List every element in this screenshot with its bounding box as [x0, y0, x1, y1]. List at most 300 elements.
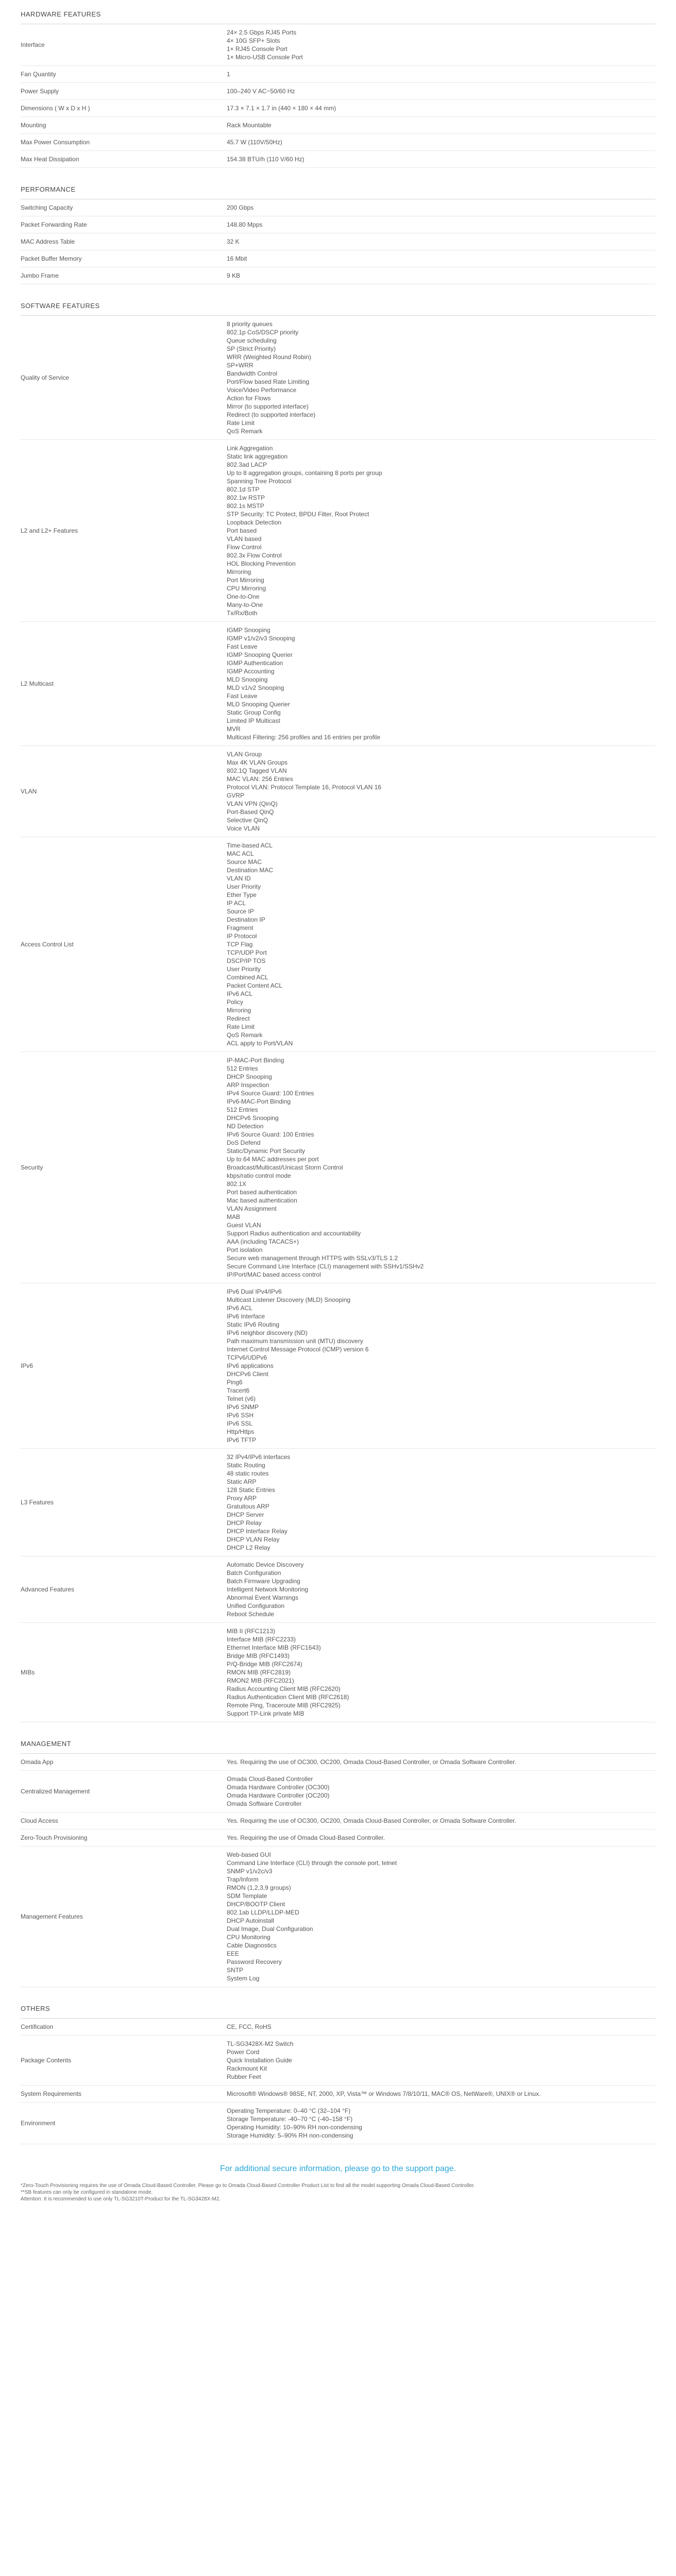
spec-value-item: 200 Gbps	[227, 204, 254, 211]
spec-value-item: IPv6 ACL	[227, 990, 253, 997]
spec-label: Cloud Access	[21, 1812, 227, 1829]
spec-value-item: VLAN VPN (QinQ)	[227, 800, 278, 807]
spec-value-item: Command Line Interface (CLI) through the console port, telnet	[227, 1859, 397, 1867]
spec-label: Fan Quantity	[21, 66, 227, 83]
spec-value-item: 512 Entries	[227, 1106, 258, 1113]
spec-value-item: IPv6 Source Guard: 100 Entries	[227, 1131, 314, 1138]
spec-label: Security	[21, 1052, 227, 1283]
spec-value-item: Flow Control	[227, 544, 262, 551]
spec-row	[21, 199, 655, 216]
spec-label: VLAN	[21, 746, 227, 837]
spec-value-item: DHCPv6 Snooping	[227, 1114, 279, 1122]
spec-value-list	[227, 1453, 655, 1552]
spec-value-item: Omada Software Controller	[227, 1800, 302, 1807]
spec-value	[227, 1052, 655, 1283]
spec-value-item: Port based	[227, 527, 257, 534]
spec-row	[21, 24, 655, 66]
spec-label: MIBs	[21, 1623, 227, 1722]
spec-value	[227, 216, 655, 233]
spec-value-item: Redirect	[227, 1015, 250, 1022]
spec-value-item: Up to 64 MAC addresses per port	[227, 1156, 319, 1163]
spec-value-item: 154.38 BTU/h (110 V/60 Hz)	[227, 156, 305, 163]
spec-row	[21, 216, 655, 233]
spec-label: Mounting	[21, 117, 227, 134]
spec-label: MAC Address Table	[21, 233, 227, 250]
spec-value-item: Dual Image, Dual Configuration	[227, 1925, 313, 1933]
spec-value-item: Omada Hardware Controller (OC200)	[227, 1792, 330, 1799]
spec-value-item: Omada Hardware Controller (OC300)	[227, 1784, 330, 1791]
spec-value	[227, 83, 655, 100]
spec-value-list	[227, 750, 655, 833]
spec-row	[21, 117, 655, 134]
spec-value-item: IGMP Snooping	[227, 626, 271, 634]
spec-table	[21, 24, 655, 168]
spec-value-item: 802.1d STP	[227, 486, 260, 493]
spec-value-item: AAA (including TACACS+)	[227, 1238, 299, 1245]
spec-value-item: SNMP v1/v2c/v3	[227, 1868, 273, 1875]
spec-value-item: Automatic Device Discovery	[227, 1561, 304, 1568]
spec-row	[21, 1829, 655, 1846]
spec-value-item: IPv6 SSH	[227, 1412, 254, 1419]
spec-row	[21, 837, 655, 1052]
spec-value-item: Rubber Feet	[227, 2073, 261, 2080]
spec-value-item: QoS Remark	[227, 1031, 263, 1039]
spec-value-item: Internet Control Message Protocol (ICMP) version 6	[227, 1346, 369, 1353]
spec-value-item: Storage Temperature: -40–70 °C (-40–158 °F)	[227, 2115, 353, 2123]
spec-table	[21, 316, 655, 1722]
spec-label: Packet Forwarding Rate	[21, 216, 227, 233]
spec-value-item: 4× 10G SFP+ Slots	[227, 37, 280, 44]
spec-value	[227, 1283, 655, 1449]
spec-value-item: Abnormal Event Warnings	[227, 1594, 298, 1601]
spec-value-item: MLD Snooping	[227, 676, 268, 683]
spec-value-item: QoS Remark	[227, 428, 263, 435]
spec-value-list	[227, 1851, 655, 1982]
spec-value-item: VLAN Assignment	[227, 1205, 277, 1212]
spec-section	[21, 299, 655, 1722]
spec-value-item: DHCP L2 Relay	[227, 1544, 271, 1551]
spec-value-item: IPv6 SNMP	[227, 1403, 259, 1411]
spec-value-item: Http/Https	[227, 1428, 255, 1435]
spec-value	[227, 837, 655, 1052]
spec-value-item: RMON (1,2,3,9 groups)	[227, 1884, 291, 1891]
spec-value-item: RMON2 MIB (RFC2021)	[227, 1677, 294, 1684]
spec-value-item: Support Radius authentication and accountability	[227, 1230, 361, 1237]
spec-table	[21, 2019, 655, 2144]
spec-value	[227, 1449, 655, 1556]
spec-value-item: 32 IPv4/IPv6 interfaces	[227, 1453, 291, 1461]
spec-value-item: DHCP Snooping	[227, 1073, 272, 1080]
spec-value-item: Omada Cloud-Based Controller	[227, 1775, 313, 1783]
spec-value	[227, 1812, 655, 1829]
spec-value	[227, 2086, 655, 2103]
spec-label: Advanced Features	[21, 1556, 227, 1623]
spec-row	[21, 267, 655, 284]
section-title: SOFTWARE FEATURES	[21, 299, 655, 316]
spec-value-item: Batch Firmware Upgrading	[227, 1578, 300, 1585]
spec-value-item: IGMP Snooping Querier	[227, 651, 293, 658]
spec-value-item: EEE	[227, 1950, 240, 1957]
spec-value-list	[227, 138, 655, 146]
spec-value-item: IPv6 Dual IPv4/IPv6	[227, 1288, 282, 1295]
spec-value-item: DoS Defend	[227, 1139, 261, 1146]
spec-value-list	[227, 87, 655, 95]
spec-value-list	[227, 255, 655, 263]
spec-value-item: IGMP v1/v2/v3 Snooping	[227, 635, 295, 642]
spec-value-item: IPv6 applications	[227, 1362, 274, 1369]
footnote: *Zero-Touch Provisioning requires the use of Omada Cloud-Based Controller. Please go to Omada Cloud-Based Controller Product List to find all the model supporting Omada Cloud-Based Controller.	[21, 2183, 475, 2189]
spec-value-item: SDM Template	[227, 1892, 267, 1900]
spec-row	[21, 1754, 655, 1771]
section-title: PERFORMANCE	[21, 182, 655, 199]
spec-value-item: 802.1X	[227, 1180, 247, 1188]
spec-value-item: Link Aggregation	[227, 445, 273, 452]
spec-value-item: IPv4 Source Guard: 100 Entries	[227, 1090, 314, 1097]
spec-value-item: Unified Configuration	[227, 1602, 285, 1609]
spec-value-item: 24× 2.5 Gbps RJ45 Ports	[227, 29, 297, 36]
spec-value-item: 17.3 × 7.1 × 1.7 in (440 × 180 × 44 mm)	[227, 105, 336, 112]
spec-value	[227, 622, 655, 746]
spec-value-list	[227, 320, 655, 435]
spec-value-item: ARP Inspection	[227, 1081, 269, 1089]
spec-label: Centralized Management	[21, 1771, 227, 1812]
spec-value-item: Many-to-One	[227, 601, 263, 608]
spec-value-item: Static Group Config	[227, 709, 281, 716]
spec-value-list	[227, 28, 655, 61]
spec-value-item: Password Recovery	[227, 1958, 282, 1965]
spec-container	[21, 7, 655, 2144]
spec-row	[21, 1449, 655, 1556]
spec-label: Quality of Service	[21, 316, 227, 440]
spec-label: Management Features	[21, 1846, 227, 1987]
spec-value-item: 148.80 Mpps	[227, 221, 263, 228]
spec-value	[227, 316, 655, 440]
spec-value-item: DHCP VLAN Relay	[227, 1536, 280, 1543]
spec-value-list	[227, 1287, 655, 1444]
spec-value	[227, 2036, 655, 2086]
spec-value-item: Redirect (to supported interface)	[227, 411, 316, 418]
spec-value-list	[227, 444, 655, 617]
spec-table	[21, 199, 655, 284]
spec-value-item: Telnet (v6)	[227, 1395, 256, 1402]
spec-value-item: Mirror (to supported interface)	[227, 403, 309, 410]
spec-value-item: TCPv6/UDPv6	[227, 1354, 267, 1361]
spec-row	[21, 2103, 655, 2144]
spec-label: L3 Features	[21, 1449, 227, 1556]
spec-value-item: 8 priority queues	[227, 320, 273, 328]
spec-value-item: DSCP/IP TOS	[227, 957, 266, 964]
spec-value-item: DHCP Autoinstall	[227, 1917, 274, 1924]
spec-row	[21, 1771, 655, 1812]
spec-value-item: MLD Snooping Querier	[227, 701, 290, 708]
spec-value-item: TCP Flag	[227, 941, 253, 948]
spec-page	[0, 7, 676, 2223]
spec-value	[227, 134, 655, 151]
spec-value-item: MIB II (RFC1213)	[227, 1628, 276, 1635]
spec-value-item: 48 static routes	[227, 1470, 269, 1477]
spec-value-item: 1× Micro-USB Console Port	[227, 54, 303, 61]
spec-value-item: DHCP Relay	[227, 1519, 262, 1527]
spec-value-item: 802.1ab LLDP/LLDP-MED	[227, 1909, 299, 1916]
spec-value-item: Multicast Listener Discovery (MLD) Snooping	[227, 1296, 351, 1303]
spec-value-item: Spanning Tree Protocol	[227, 478, 292, 485]
spec-value-item: Rate Limit	[227, 1023, 255, 1030]
spec-value	[227, 1829, 655, 1846]
spec-value-list	[227, 272, 655, 280]
spec-value-item: Tracert6	[227, 1387, 250, 1394]
spec-value-item: Voice/Video Performance	[227, 386, 297, 394]
spec-row	[21, 2019, 655, 2036]
spec-value-item: Ether Type	[227, 891, 257, 899]
spec-value-item: Static IPv6 Routing	[227, 1321, 280, 1328]
spec-value-item: Trap/Inform	[227, 1876, 259, 1883]
spec-value	[227, 267, 655, 284]
spec-value-list	[227, 1561, 655, 1618]
spec-value-item: MVR	[227, 725, 241, 733]
spec-value-item: GVRP	[227, 792, 245, 799]
spec-value-item: VLAN based	[227, 535, 262, 543]
spec-row	[21, 1846, 655, 1987]
spec-value-item: Destination IP	[227, 916, 265, 923]
spec-value-item: Port isolation	[227, 1246, 263, 1253]
spec-value-item: Operating Temperature: 0–40 °C (32–104 °F)	[227, 2107, 351, 2114]
spec-value	[227, 746, 655, 837]
spec-row	[21, 66, 655, 83]
spec-value-item: Max 4K VLAN Groups	[227, 759, 288, 766]
spec-value-list	[227, 2107, 655, 2140]
spec-value-item: 128 Static Entries	[227, 1486, 276, 1494]
spec-value-item: Quick Installation Guide	[227, 2057, 292, 2064]
spec-value-item: Secure web management through HTTPS with SSLv3/TLS 1.2	[227, 1255, 398, 1262]
spec-value-item: Mirroring	[227, 568, 251, 575]
spec-value-item: IP ACL	[227, 900, 246, 907]
spec-value-item: Yes. Requiring the use of Omada Cloud-Based Controller.	[227, 1834, 385, 1841]
spec-value-item: Guest VLAN	[227, 1222, 261, 1229]
spec-value-list	[227, 238, 655, 246]
spec-row	[21, 151, 655, 168]
spec-value-item: Proxy ARP	[227, 1495, 257, 1502]
spec-value-item: TCP/UDP Port	[227, 949, 267, 956]
spec-section	[21, 1737, 655, 1987]
spec-value-item: Destination MAC	[227, 867, 274, 874]
spec-value-item: User Priority	[227, 965, 261, 973]
spec-value-item: Mac based authentication	[227, 1197, 297, 1204]
spec-value-item: Multicast Filtering: 256 profiles and 16 entries per profile	[227, 734, 381, 741]
spec-section	[21, 2002, 655, 2144]
spec-value-item: VLAN ID	[227, 875, 251, 882]
spec-value	[227, 66, 655, 83]
spec-value-item: Port based authentication	[227, 1189, 297, 1196]
spec-value-item: 802.3x Flow Control	[227, 552, 282, 559]
spec-value	[227, 440, 655, 622]
spec-label: Dimensions ( W x D x H )	[21, 100, 227, 117]
spec-value-item: SP (Strict Priority)	[227, 345, 276, 352]
spec-label: Certification	[21, 2019, 227, 2036]
spec-value-item: CE, FCC, RoHS	[227, 2023, 272, 2030]
spec-value-item: Path maximum transmission unit (MTU) discovery	[227, 1337, 363, 1345]
spec-value	[227, 1846, 655, 1987]
spec-row	[21, 1812, 655, 1829]
spec-row	[21, 233, 655, 250]
spec-table	[21, 1754, 655, 1987]
spec-value-item: Storage Humidity: 5–90% RH non-condensing	[227, 2132, 353, 2139]
spec-value-item: IPv6 neighbor discovery (ND)	[227, 1329, 308, 1336]
spec-value-item: Interface MIB (RFC2233)	[227, 1636, 296, 1643]
spec-value-item: Queue scheduling	[227, 337, 277, 344]
spec-value-item: Web-based GUI	[227, 1851, 271, 1858]
spec-value-item: 45.7 W (110V/50Hz)	[227, 139, 282, 146]
spec-value-item: Bandwidth Control	[227, 370, 278, 377]
spec-value	[227, 1771, 655, 1812]
spec-value-item: Combined ACL	[227, 974, 268, 981]
spec-value-item: 802.1p CoS/DSCP priority	[227, 329, 299, 336]
spec-value-item: Reboot Schedule	[227, 1611, 275, 1618]
spec-row	[21, 250, 655, 267]
spec-value-item: IP Protocol	[227, 933, 257, 940]
spec-label: Omada App	[21, 1754, 227, 1771]
spec-value-list	[227, 1834, 655, 1842]
spec-value-item: Protocol VLAN: Protocol Template 16, Protocol VLAN 16	[227, 784, 381, 791]
spec-value-list	[227, 104, 655, 112]
footnotes	[21, 2182, 655, 2202]
spec-value-item: Source IP	[227, 908, 254, 915]
spec-row	[21, 316, 655, 440]
spec-value-item: Cable Diagnostics	[227, 1942, 277, 1949]
spec-value-item: VLAN Group	[227, 751, 262, 758]
spec-value-item: 802.1s MSTP	[227, 502, 264, 510]
spec-value-item: Gratuitous ARP	[227, 1503, 269, 1510]
spec-value-item: IPv6-MAC-Port Binding	[227, 1098, 291, 1105]
spec-row	[21, 2086, 655, 2103]
spec-row	[21, 134, 655, 151]
spec-section	[21, 7, 655, 168]
spec-value-item: Radius Accounting Client MIB (RFC2620)	[227, 1685, 341, 1692]
spec-value-item: Microsoft® Windows® 98SE, NT, 2000, XP, Vista™ or Windows 7/8/10/11, MAC® OS, NetWare®, UNIX® or Linux.	[227, 2090, 541, 2097]
spec-value-item: Rack Mountable	[227, 122, 272, 129]
spec-value	[227, 233, 655, 250]
spec-value-list	[227, 1758, 655, 1766]
spec-value-item: 32 K	[227, 238, 240, 245]
spec-value-item: Fragment	[227, 924, 254, 931]
spec-value	[227, 2103, 655, 2144]
spec-label: L2 Multicast	[21, 622, 227, 746]
spec-value-item: 512 Entries	[227, 1065, 258, 1072]
spec-value-item: Port/Flow based Rate Limiting	[227, 378, 310, 385]
spec-value-item: TL-SG3428X-M2 Switch	[227, 2040, 294, 2047]
footnote: Attention: It is recommended to use only TL-SG3210T-Product for the TL-SG3428X-M2.	[21, 2196, 221, 2202]
spec-value	[227, 250, 655, 267]
spec-value-list	[227, 204, 655, 212]
spec-value-list	[227, 1627, 655, 1718]
spec-row	[21, 622, 655, 746]
spec-value-item: IP/Port/MAC based access control	[227, 1271, 321, 1278]
spec-value-item: SP+WRR	[227, 362, 254, 369]
spec-value-item: Static link aggregation	[227, 453, 288, 460]
spec-value-item: Selective QinQ	[227, 817, 268, 824]
spec-row	[21, 100, 655, 117]
spec-value-list	[227, 1775, 655, 1808]
spec-value-item: Rackmount Kit	[227, 2065, 267, 2072]
spec-value	[227, 151, 655, 168]
spec-value-item: 16 Mbit	[227, 255, 247, 262]
spec-row	[21, 1283, 655, 1449]
spec-value-item: IPv6 SSL	[227, 1420, 253, 1427]
spec-value-item: P/Q-Bridge MIB (RFC2674)	[227, 1660, 302, 1668]
spec-row	[21, 440, 655, 622]
footnote: **SB features can only be configured in standalone mode.	[21, 2190, 153, 2195]
spec-value-item: Action for Flows	[227, 395, 271, 402]
spec-row	[21, 2036, 655, 2086]
spec-value-item: Fast Leave	[227, 692, 258, 700]
spec-value-item: 9 KB	[227, 272, 241, 279]
spec-value-item: Time-based ACL	[227, 842, 273, 849]
spec-value-item: IGMP Accounting	[227, 668, 275, 675]
spec-value-item: 1× RJ45 Console Port	[227, 45, 288, 53]
spec-value-item: Tx/Rx/Both	[227, 609, 258, 617]
spec-value-item: Remote Ping, Traceroute MIB (RFC2925)	[227, 1702, 341, 1709]
spec-value-item: MAC VLAN: 256 Entries	[227, 775, 293, 783]
spec-value-item: Batch Configuration	[227, 1569, 281, 1577]
spec-value-list	[227, 1056, 655, 1279]
spec-value-item: Voice VLAN	[227, 825, 260, 832]
section-title: OTHERS	[21, 2002, 655, 2019]
spec-value-item: 802.1Q Tagged VLAN	[227, 767, 287, 774]
spec-value-list	[227, 121, 655, 129]
spec-label: Max Heat Dissipation	[21, 151, 227, 168]
spec-value-item: Static Routing	[227, 1462, 265, 1469]
section-title: HARDWARE FEATURES	[21, 7, 655, 24]
spec-value-list	[227, 221, 655, 229]
spec-value-item: MAC ACL	[227, 850, 254, 857]
spec-value-item: IGMP Authentication	[227, 659, 283, 667]
spec-value-item: Power Cord	[227, 2048, 260, 2056]
spec-value-item: Fast Leave	[227, 643, 258, 650]
spec-value-item: User Priority	[227, 883, 261, 890]
spec-label: Zero-Touch Provisioning	[21, 1829, 227, 1846]
spec-value-item: IPv6 TFTP	[227, 1436, 257, 1444]
spec-value-item: 1	[227, 71, 230, 78]
spec-value-item: Intelligent Network Monitoring	[227, 1586, 309, 1593]
spec-value-item: IPv6 ACL	[227, 1304, 253, 1312]
spec-value-item: Bridge MIB (RFC1493)	[227, 1652, 290, 1659]
spec-value-item: Support TP-Link private MIB	[227, 1710, 305, 1717]
spec-value	[227, 1754, 655, 1771]
spec-value-list	[227, 2023, 655, 2031]
spec-label: L2 and L2+ Features	[21, 440, 227, 622]
spec-value-item: RMON MIB (RFC2819)	[227, 1669, 291, 1676]
spec-value-item: Radius Authentication Client MIB (RFC2618)	[227, 1693, 349, 1701]
spec-value-item: WRR (Weighted Round Robin)	[227, 353, 311, 361]
spec-value-list	[227, 626, 655, 741]
support-link[interactable]: For additional secure information, please go to the support page.	[219, 2164, 457, 2173]
spec-value-item: Secure Command Line Interface (CLI) management with SSHv1/SSHv2	[227, 1263, 424, 1270]
spec-value-item: kbps/ratio control mode	[227, 1172, 291, 1179]
spec-label: Environment	[21, 2103, 227, 2144]
spec-value-item: MLD v1/v2 Snooping	[227, 684, 284, 691]
spec-value-item: Static/Dynamic Port Security	[227, 1147, 306, 1155]
spec-value-item: Yes. Requiring the use of OC300, OC200, Omada Cloud-Based Controller, or Omada Software Controller.	[227, 1758, 516, 1766]
section-title: MANAGEMENT	[21, 1737, 655, 1754]
spec-label: Packet Buffer Memory	[21, 250, 227, 267]
spec-value-item: CPU Mirroring	[227, 585, 266, 592]
spec-value-item: IPv6 Interface	[227, 1313, 265, 1320]
spec-value-item: ND Detection	[227, 1123, 264, 1130]
spec-value	[227, 117, 655, 134]
spec-value	[227, 1556, 655, 1623]
spec-value-item: Broadcast/Multicast/Unicast Storm Control	[227, 1164, 343, 1171]
spec-value-item: Ping6	[227, 1379, 243, 1386]
spec-value-item: Mirroring	[227, 1007, 251, 1014]
